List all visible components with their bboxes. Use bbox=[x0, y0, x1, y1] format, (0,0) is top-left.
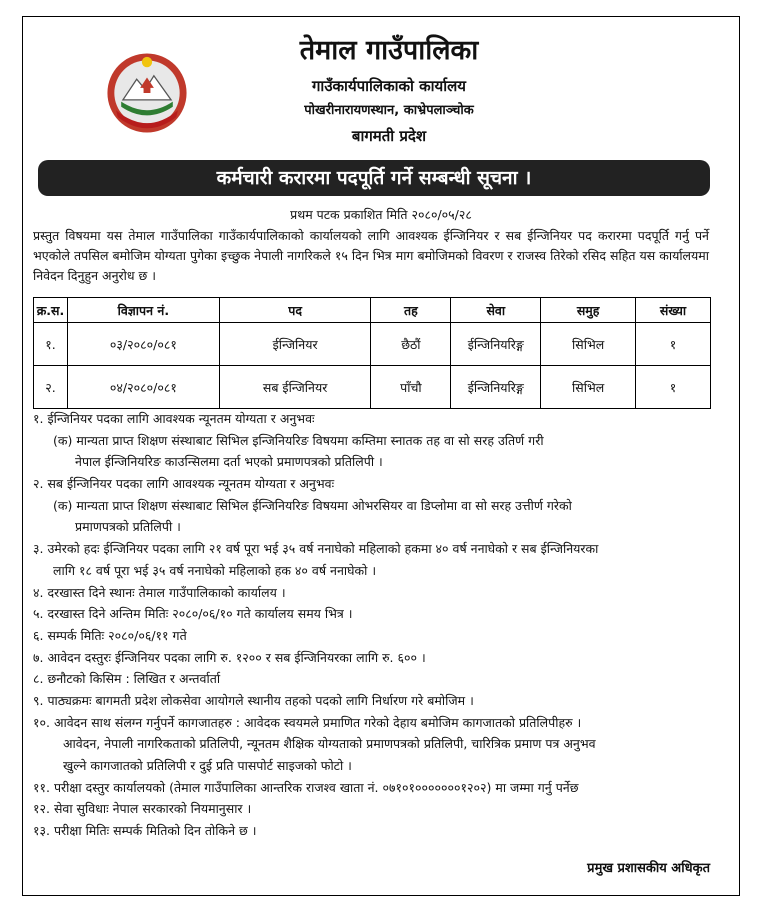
col-header-ad-no: विज्ञापन नं. bbox=[67, 298, 219, 323]
notice-title-banner: कर्मचारी करारमा पदपूर्ति गर्ने सम्बन्धी सूचना । bbox=[38, 160, 710, 196]
note-line: ८. छनौटको किसिम : लिखित र अन्तर्वार्ता bbox=[33, 671, 221, 687]
intro-paragraph: प्रस्तुत विषयमा यस तेमाल गाउँपालिका गाउँकार्यपालिकाको कार्यालयको लागि आवश्यक ईन्जिनियर र सब ईन्जिनियर पद करारमा पदपूर्ति गर्नु पर्ने भएकोले तपसिल बमोजिम योग्यता पुगेका इच्छुक नेपाली नागरिकले १५ दिन भित्र माग बमोजिमको विवरण र राजस्व तिरेको रसिद सहित यस कार्यालयमा निवेदन दिनुहुन अनुरोध छ । bbox=[33, 228, 709, 283]
note-line: ३. उमेरको हदः ईन्जिनियर पदका लागि २१ वर्ष पूरा भई ३५ वर्ष ननाघेको महिलाको हकमा ४० वर्ष ननाघेको र सब ईन्जिनियरका bbox=[33, 541, 599, 557]
note-line: १२. सेवा सुविधाः नेपाल सरकारको नियमानुसार । bbox=[33, 801, 252, 817]
col-header-count: संख्या bbox=[636, 298, 711, 323]
municipality-title: तेमाल गाउँपालिका bbox=[299, 35, 479, 66]
province-name: बागमती प्रदेश bbox=[351, 127, 427, 145]
note-line: ९. पाठ्यक्रमः बागमती प्रदेश लोकसेवा आयोगले स्थानीय तहको पदको लागि निर्धारण गरे बमोजिम । bbox=[33, 692, 474, 708]
note-line: लागि १८ वर्ष पूरा भई ३५ वर्ष ननाघेको महिलाको हक ४० वर्ष ननाघेको । bbox=[53, 562, 377, 578]
cell-ad-no: ०४/२०८०/०८१ bbox=[67, 366, 219, 409]
table-row bbox=[34, 366, 711, 409]
table-header-row bbox=[34, 298, 711, 323]
cell-count: १ bbox=[636, 366, 711, 409]
cell-group: सिभिल bbox=[541, 323, 636, 366]
cell-sn: २. bbox=[34, 366, 68, 409]
note-line: ६. सम्पर्क मितिः २०८०/०६/११ गते bbox=[33, 627, 187, 643]
cell-post: ईन्जिनियर bbox=[219, 323, 371, 366]
note-line: ४. दरखास्त दिने स्थानः तेमाल गाउँपालिकाको कार्यालय । bbox=[33, 584, 286, 600]
notice-conditions bbox=[33, 408, 713, 842]
note-line: नेपाल ईन्जिनियरिङ काउन्सिलमा दर्ता भएको प्रमाणपत्रको प्रतिलिपी । bbox=[75, 454, 383, 470]
cell-level: पाँचौ bbox=[371, 366, 451, 409]
note-line: ५. दरखास्त दिने अन्तिम मितिः २०८०/०६/१० गते कार्यालय समय भित्र । bbox=[33, 606, 353, 622]
note-line: ११. परीक्षा दस्तुर कार्यालयको (तेमाल गाउँपालिका आन्तरिक राजश्व खाता नं. ०७१०१०००००००१२०२) मा जम्मा गर्नु पर्नेछ bbox=[33, 779, 579, 795]
note-line: २. सब ईन्जिनियर पदका लागि आवश्यक न्यूनतम योग्यता र अनुभवः bbox=[33, 476, 335, 492]
col-header-level: तह bbox=[371, 298, 451, 323]
cell-ad-no: ०३/२०८०/०८१ bbox=[67, 323, 219, 366]
cell-service: ईन्जिनियरिङ्ग bbox=[451, 323, 541, 366]
note-line: १३. परीक्षा मितिः सम्पर्क मितिको दिन तोकिने छ । bbox=[33, 823, 257, 839]
cell-count: १ bbox=[636, 323, 711, 366]
office-name: गाउँकार्यपालिकाको कार्यालय bbox=[311, 77, 466, 95]
note-line: आवेदन, नेपाली नागरिकताको प्रतिलिपी, न्यूनतम शैक्षिक योग्यताको प्रमाणपत्रको प्रतिलिपी, चारित्रिक प्रमाण पत्र अनुभव bbox=[63, 736, 596, 752]
cell-level: छैठौं bbox=[371, 323, 451, 366]
cell-service: ईन्जिनियरिङ्ग bbox=[451, 366, 541, 409]
note-line: खुल्ने कागजातको प्रतिलिपी र दुई प्रति पासपोर्ट साइजको फोटो । bbox=[63, 758, 352, 773]
note-line: ७. आवेदन दस्तुरः ईन्जिनियर पदका लागि रु. १२०० र सब ईन्जिनियरका लागि रु. ६०० । bbox=[33, 649, 426, 665]
col-header-post: पद bbox=[219, 298, 371, 323]
cell-group: सिभिल bbox=[541, 366, 636, 409]
cell-post: सब ईन्जिनियर bbox=[219, 366, 371, 409]
col-header-service: सेवा bbox=[451, 298, 541, 323]
cell-sn: १. bbox=[34, 323, 68, 366]
signatory-title: प्रमुख प्रशासकीय अधिकृत bbox=[587, 861, 710, 876]
note-line: १. ईन्जिनियर पदका लागि आवश्यक न्यूनतम योग्यता र अनुभवः bbox=[33, 411, 315, 426]
note-line: प्रमाणपत्रको प्रतिलिपी । bbox=[75, 519, 181, 535]
note-line: (क) मान्यता प्राप्त शिक्षण संस्थाबाट सिभिल ईन्जिनियरिङ विषयमा ओभरसियर वा डिप्लोमा वा सो सरह उत्तीर्ण गरेको bbox=[53, 497, 572, 513]
office-address: पोखरीनारायणस्थान, काभ्रेपलाञ्चोक bbox=[304, 103, 474, 118]
note-line: १०. आवेदन साथ संलग्न गर्नुपर्ने कागजातहरु : आवेदक स्वयमले प्रमाणित गरेको देहाय बमोजिम कागजातको प्रतिलिपीहरु । bbox=[33, 714, 582, 730]
col-header-group: समुह bbox=[541, 298, 636, 323]
vacancy-table bbox=[33, 297, 711, 409]
note-line: (क) मान्यता प्राप्त शिक्षण संस्थाबाट सिभिल इन्जिनियरिङ विषयमा कम्तिमा स्नातक तह वा सो सरह उतिर्ण गरी bbox=[53, 432, 544, 448]
table-row bbox=[34, 323, 711, 366]
col-header-sn: क्र.स. bbox=[34, 298, 68, 323]
publish-date: प्रथम पटक प्रकाशित मिति २०८०/०५/२८ bbox=[290, 207, 472, 222]
